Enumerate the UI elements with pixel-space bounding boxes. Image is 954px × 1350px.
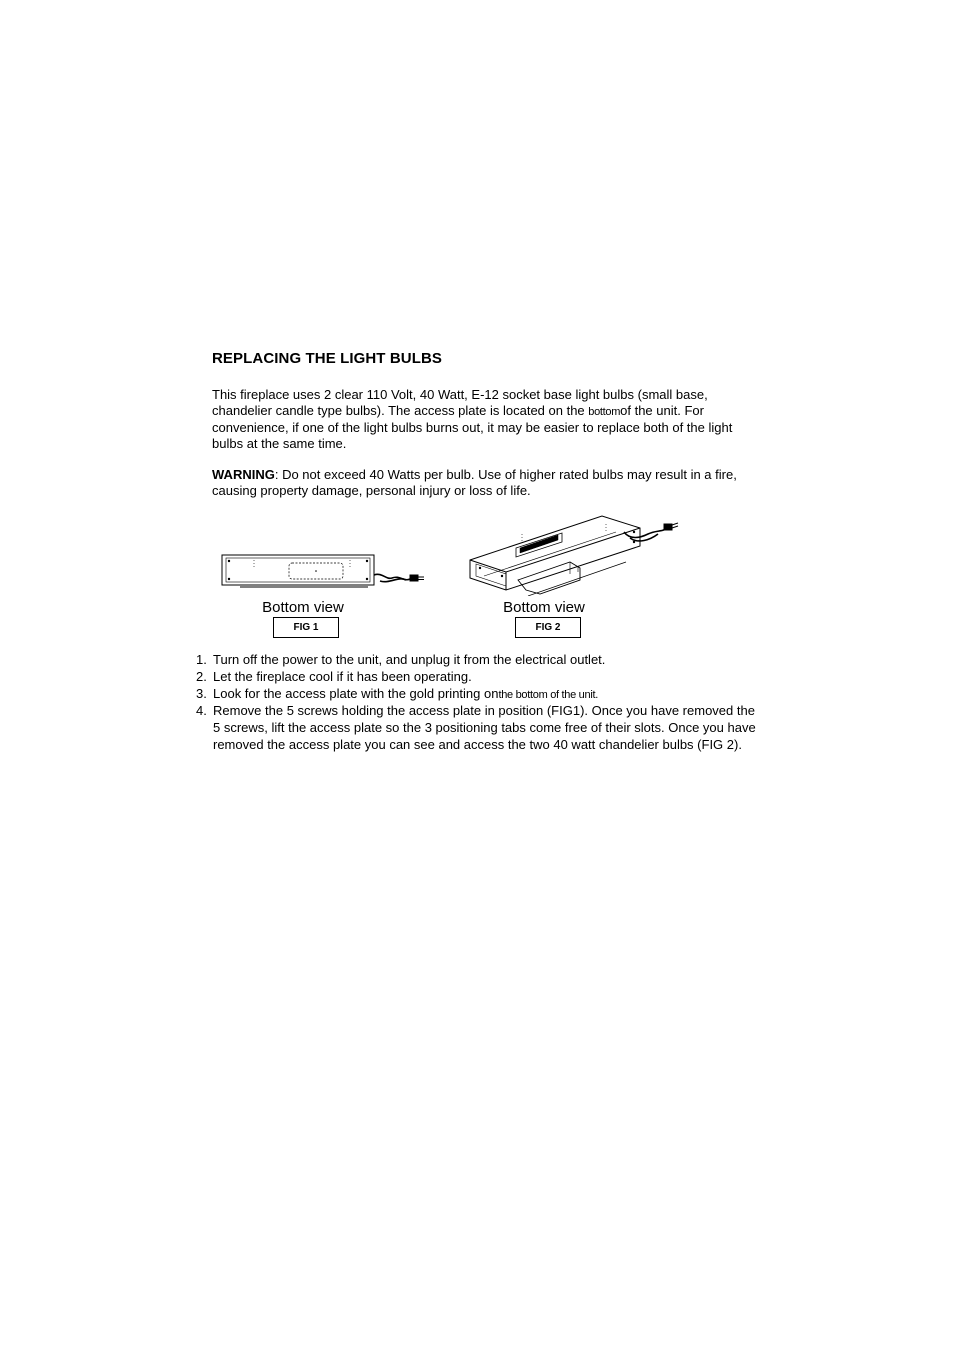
step-item bbox=[196, 669, 756, 686]
step-item bbox=[196, 703, 756, 753]
step-text: Remove the 5 screws holding the access plate in position (FIG1). Once you have removed the 5 screws, lift the access plate so the 3 positioning tabs come free of their slots. Once you have removed the access plate you can see and access the two 40 watt chandelier bulbs (FIG 2). bbox=[213, 703, 756, 752]
fig2-label: FIG 2 bbox=[515, 617, 581, 638]
step-text: Let the fireplace cool if it has been operating. bbox=[213, 668, 472, 684]
step-item bbox=[196, 686, 756, 704]
warning-text: : Do not exceed 40 Watts per bulb. Use of higher rated bulbs may result in a fire, causing property damage, personal injury or loss of life. bbox=[212, 467, 737, 498]
step-number: 3. bbox=[196, 685, 207, 701]
page-title: REPLACING THE LIGHT BULBS bbox=[212, 350, 442, 367]
step-number: 4. bbox=[196, 703, 207, 719]
step-text: Look for the access plate with the gold printing on bbox=[213, 685, 499, 701]
step-number: 2. bbox=[196, 668, 207, 684]
step-text: Turn off the power to the unit, and unplug it from the electrical outlet. bbox=[213, 652, 606, 667]
intro-text-1: This fireplace uses 2 clear 110 Volt, 40 Watt, E-12 socket base light bulbs (small base, chandelier candle type bulbs). The access plate is located on the bbox=[212, 387, 708, 418]
warning-label: WARNING bbox=[212, 467, 275, 482]
warning-paragraph bbox=[212, 467, 742, 499]
intro-paragraph bbox=[212, 387, 742, 452]
intro-text-2: of the unit. For convenience, if one of the light bulbs burns out, it may be easier to replace both of the light bulbs at the same time. bbox=[212, 403, 733, 451]
intro-text-small: bottom bbox=[588, 406, 621, 418]
steps-list bbox=[196, 652, 756, 754]
step-item bbox=[196, 652, 756, 669]
fig2-illustration bbox=[466, 510, 682, 596]
step-number: 1. bbox=[196, 652, 207, 667]
fig1-caption: Bottom view bbox=[262, 599, 344, 616]
fig1-illustration bbox=[220, 550, 432, 592]
step-text-small: the bottom of the unit. bbox=[498, 688, 598, 701]
fig2-caption: Bottom view bbox=[503, 599, 585, 616]
fig1-label: FIG 1 bbox=[273, 617, 339, 638]
